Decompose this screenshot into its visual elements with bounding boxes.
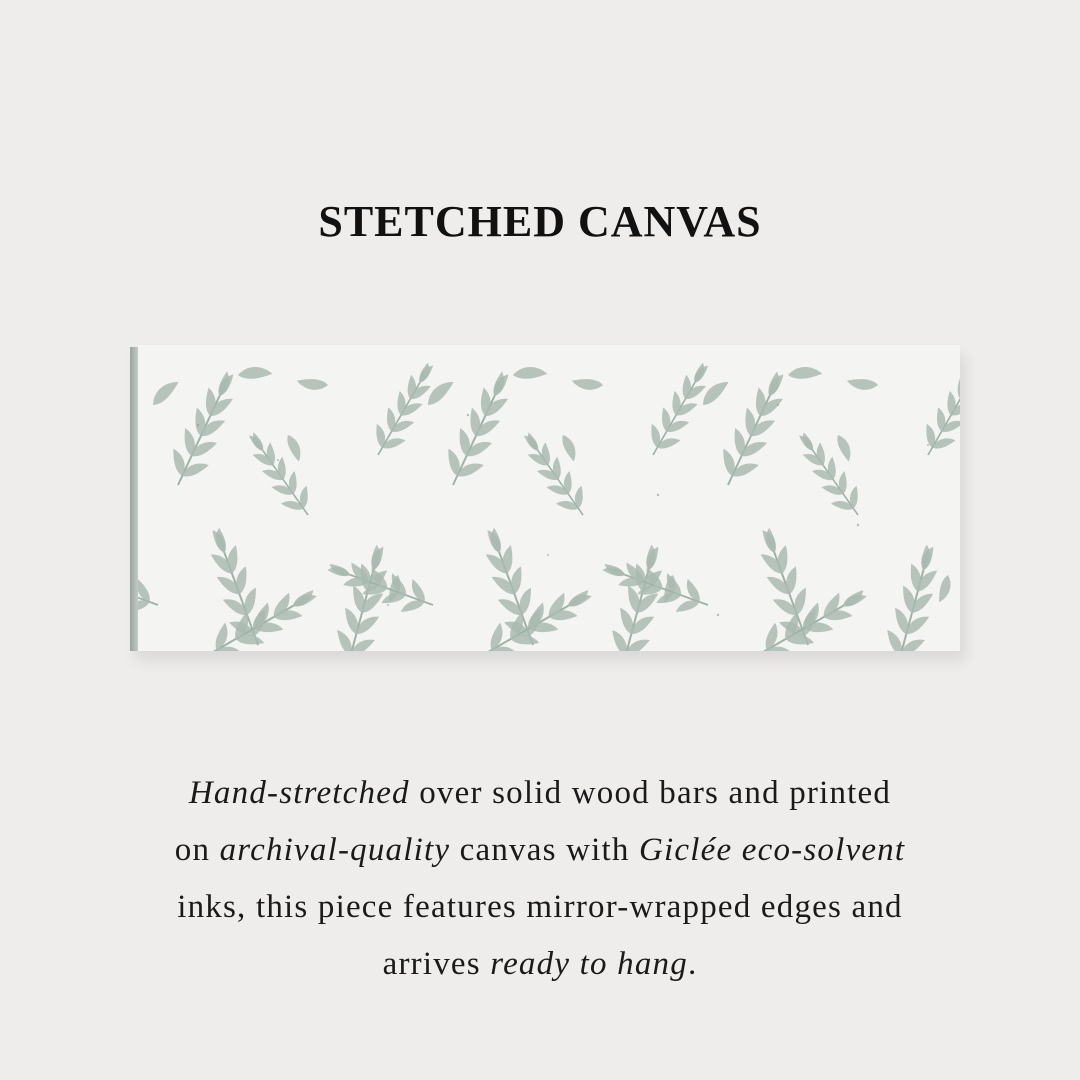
emphasis-archival-quality: archival-quality bbox=[219, 832, 451, 868]
description-line-3 bbox=[0, 879, 1080, 936]
emphasis-ready-to-hang: ready to hang bbox=[490, 946, 688, 982]
description-text: canvas with bbox=[450, 832, 640, 868]
product-description bbox=[0, 765, 1080, 993]
description-line-1 bbox=[0, 765, 1080, 822]
canvas-product-image bbox=[130, 345, 960, 651]
description-text: over solid wood bars and printed bbox=[409, 775, 892, 811]
emphasis-giclee: Giclée eco-solvent bbox=[639, 832, 906, 868]
description-text: on bbox=[174, 832, 220, 868]
description-line-4 bbox=[0, 936, 1080, 993]
description-text: . bbox=[687, 946, 698, 982]
emphasis-hand-stretched: Hand-stretched bbox=[188, 775, 410, 811]
leaf-pattern-icon bbox=[138, 345, 960, 651]
description-line-2 bbox=[0, 822, 1080, 879]
description-text: inks, this piece features mirror-wrapped edges and bbox=[177, 889, 903, 925]
page-title: STETCHED CANVAS bbox=[318, 197, 762, 246]
description-text: arrives bbox=[382, 946, 491, 982]
